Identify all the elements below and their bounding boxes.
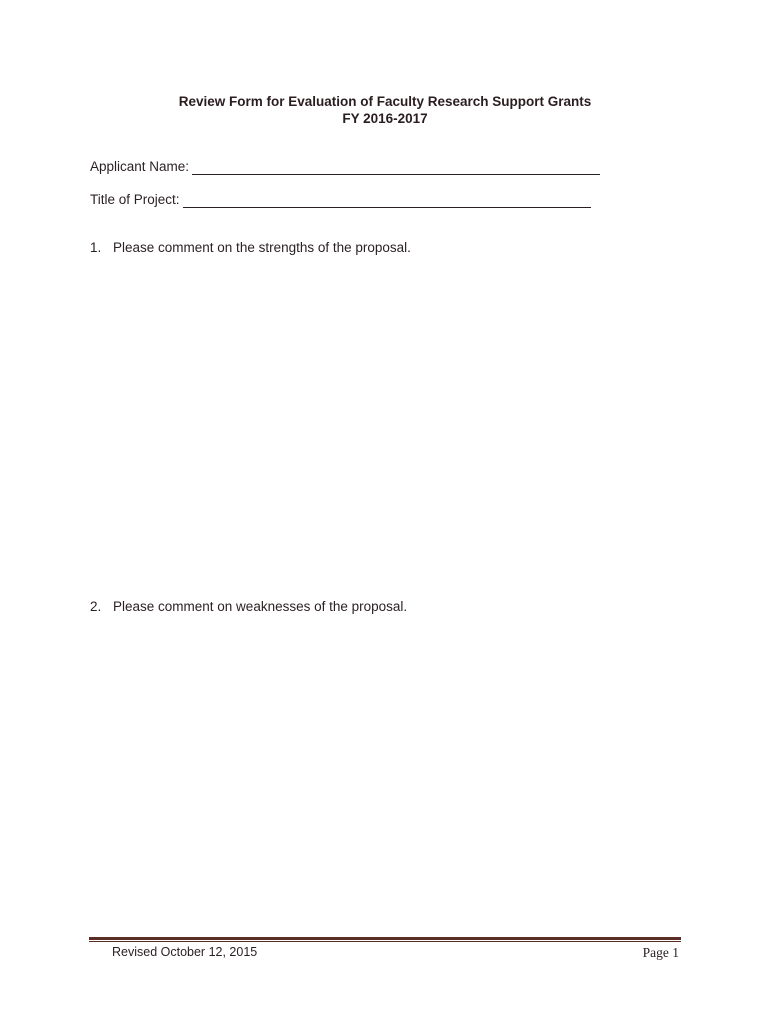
question-weaknesses	[90, 599, 407, 615]
footer-revised-date: Revised October 12, 2015	[112, 945, 258, 959]
question-text: Please comment on weaknesses of the proposal.	[113, 599, 408, 614]
question-number: 2.	[90, 599, 102, 614]
question-text: Please comment on the strengths of the proposal.	[113, 240, 411, 255]
footer-divider-thick	[89, 937, 681, 940]
applicant-name-row	[90, 159, 600, 175]
project-title-label: Title of Project:	[90, 192, 180, 207]
footer-divider-thin	[89, 941, 681, 942]
project-title-field[interactable]	[183, 193, 591, 208]
applicant-name-field[interactable]	[192, 160, 600, 175]
project-title-row	[90, 192, 591, 208]
form-title	[0, 93, 770, 127]
form-title-line-1: Review Form for Evaluation of Faculty Research Support Grants	[178, 94, 592, 109]
form-title-line-2: FY 2016-2017	[342, 111, 428, 126]
question-number: 1.	[90, 240, 102, 255]
footer-page-number: Page 1	[642, 945, 679, 960]
question-strengths	[90, 240, 411, 256]
applicant-name-label: Applicant Name:	[90, 159, 190, 174]
